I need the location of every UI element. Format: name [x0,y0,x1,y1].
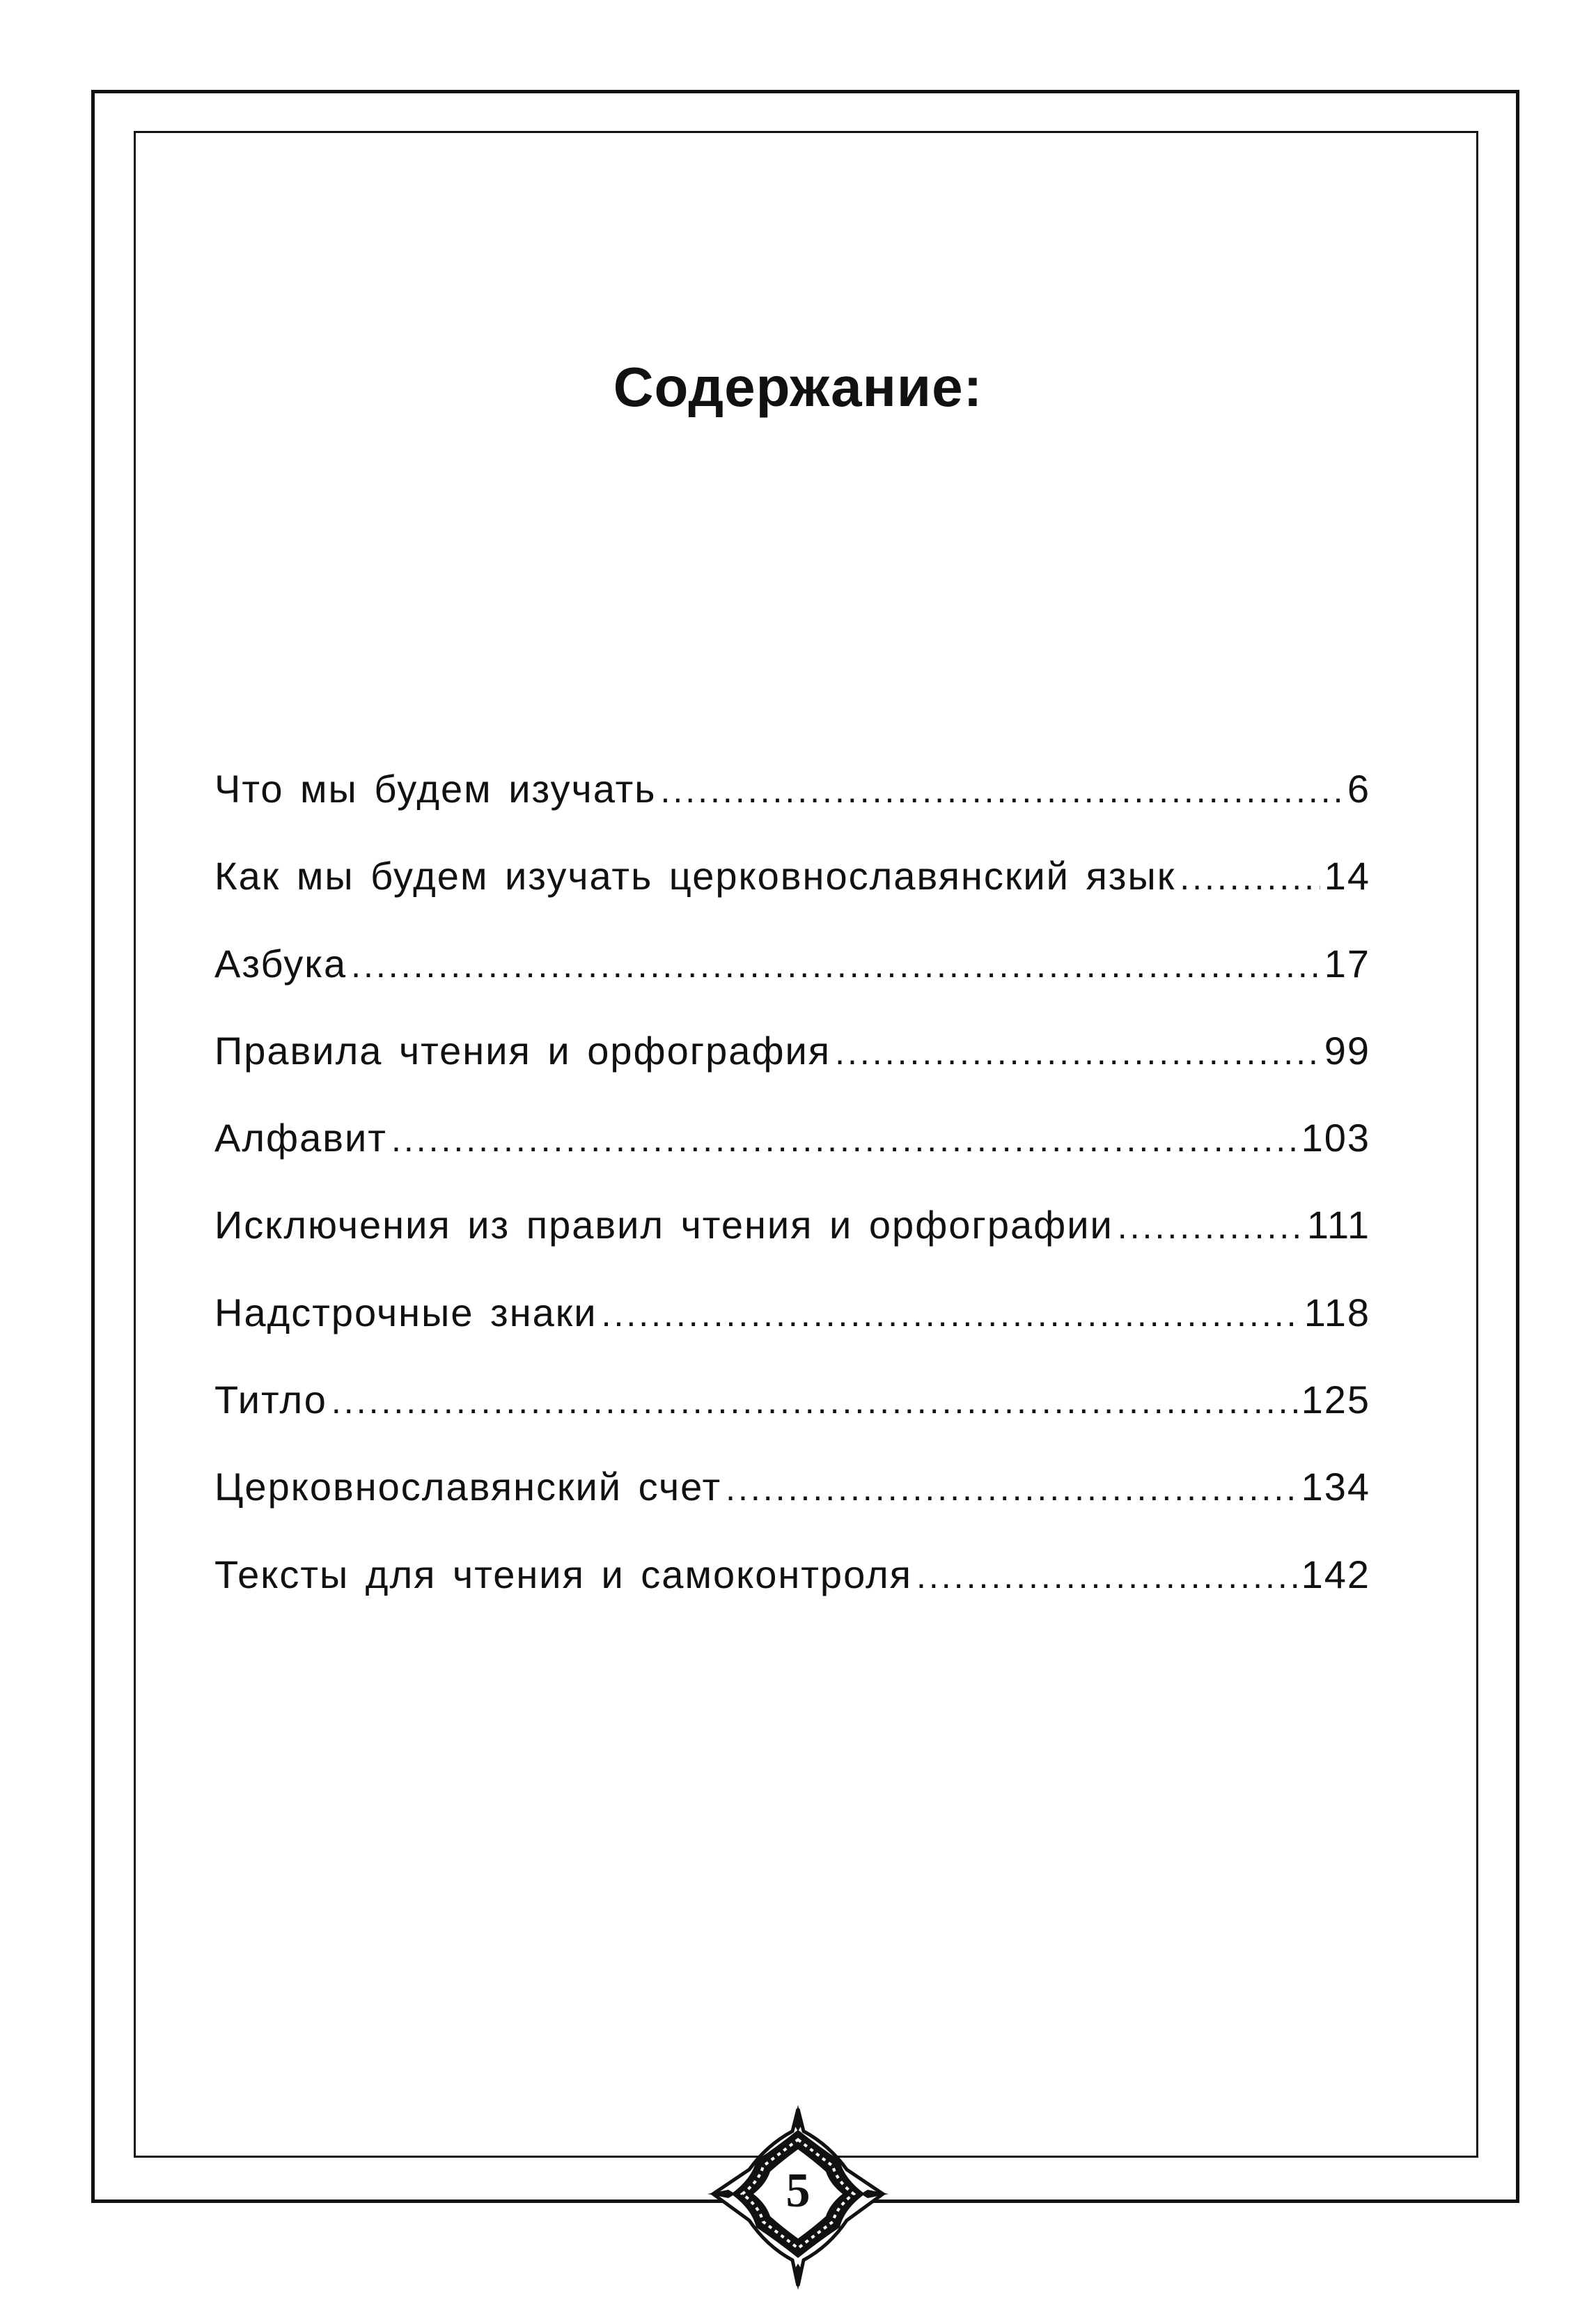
toc-leader-dots [602,1294,1300,1334]
toc-entry[interactable] [214,1202,1370,1289]
toc-entry-page: 14 [1324,854,1370,898]
toc-leader-dots [916,1556,1297,1596]
toc-entry[interactable] [214,941,1370,1028]
toc-entry-page: 103 [1301,1116,1370,1160]
toc-leader-dots [1118,1206,1303,1247]
toc-leader-dots [1180,857,1320,898]
toc-entry[interactable] [214,766,1370,853]
toc-entry[interactable] [214,1552,1370,1639]
toc-entry-page: 142 [1301,1552,1370,1596]
toc-entry-label: Тексты для чтения и самоконтроля [214,1552,912,1596]
toc-entry-label: Что мы будем изучать [214,767,657,811]
toc-leader-dots [331,1381,1297,1422]
toc-entry[interactable] [214,1115,1370,1202]
toc-entry-label: Церковнославянский счет [214,1465,722,1509]
toc-entry-label: Титло [214,1378,327,1422]
toc-entry[interactable] [214,853,1370,940]
toc-entry-label: Исключения из правил чтения и орфографии [214,1203,1113,1247]
page-number: 5 [785,2164,811,2218]
toc-entry-label: Азбука [214,941,347,986]
toc-entry-label: Как мы будем изучать церковнославянский язык [214,854,1176,898]
toc-entry-label: Надстрочные знаки [214,1290,597,1334]
toc-leader-dots [660,770,1343,811]
toc-entry-page: 99 [1324,1028,1370,1073]
toc-entry[interactable] [214,1464,1370,1551]
toc-entry[interactable] [214,1028,1370,1115]
toc-entry-label: Алфавит [214,1116,387,1160]
toc-entry-page: 125 [1301,1378,1370,1422]
toc-leader-dots [351,945,1320,986]
toc-entry-page: 118 [1304,1290,1370,1334]
toc-leader-dots [835,1032,1320,1073]
toc-entry-page: 17 [1324,941,1370,986]
toc-entry-page: 111 [1306,1203,1370,1247]
toc-entry[interactable] [214,1377,1370,1464]
toc-entry-page: 134 [1301,1465,1370,1509]
toc-entry-page: 6 [1347,767,1370,811]
page-title: Содержание: [613,356,983,418]
toc-leader-dots [726,1468,1297,1509]
table-of-contents [214,766,1370,1639]
toc-leader-dots [391,1119,1297,1160]
toc-entry[interactable] [214,1290,1370,1377]
toc-entry-label: Правила чтения и орфография [214,1028,831,1073]
